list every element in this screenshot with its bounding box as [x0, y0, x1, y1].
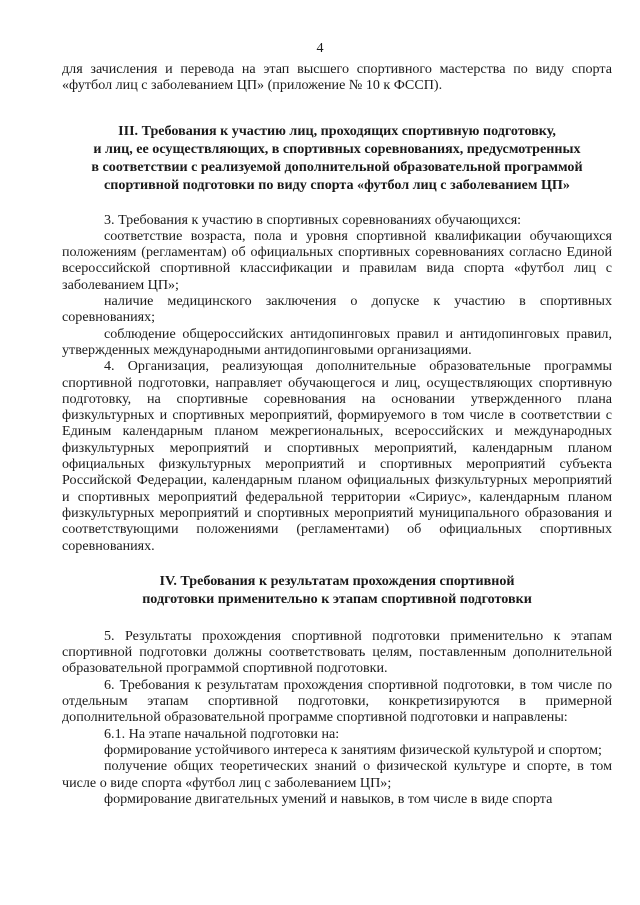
paragraph-3-item: соответствие возраста, пола и уровня спортивной квалификации обучающихся положениям (регламентам) об официальных спортивных соревнованиях согласно Единой всероссийской спортивной классификации и правилам вида спорта «футбол лиц с заболеванием ЦП»; [62, 227, 612, 293]
page-number: 4 [316, 40, 324, 56]
paragraph-6-1-item: формирование устойчивого интереса к занятиям физической культурой и спортом; [104, 741, 602, 758]
section-3-title-line: в соответствии с реализуемой дополнительной образовательной программой [91, 158, 583, 175]
paragraph-6-1-item: формирование двигательных умений и навыков, в том числе в виде спорта [104, 790, 553, 807]
paragraph-5: 5. Результаты прохождения спортивной подготовки применительно к этапам спортивной подготовки должны соответствовать целям, поставленным дополнительной образовательной программой спортивной подготовки. [62, 627, 612, 677]
section-3-title-line: и лиц, ее осуществляющих, в спортивных соревнованиях, предусмотренных [93, 140, 581, 157]
section-3-title [62, 122, 612, 194]
paragraph-4: 4. Организация, реализующая дополнительные образовательные программы спортивной подготовки, направляет обучающегося и лиц, осуществляющих спортивную подготовку, на спортивные соревнования на основании утвержденного плана физкультурных и спортивных мероприятий, формируемого в том числе в соответствии с Единым календарным планом межрегиональных, всероссийских и международных физкультурных мероприятий и спортивных мероприятий, календарным планом официальных физкультурных мероприятий и спортивных мероприятий субъекта Российской Федерации, календарным планом официальных физкультурных мероприятий и спортивных мероприятий федеральной территории «Сириус», календарным планом физкультурных мероприятий и спортивных мероприятий муниципального образования и соответствующими положениями (регламентами) об официальных спортивных соревнованиях. [62, 358, 612, 554]
section-4-title-line: подготовки применительно к этапам спортивной подготовки [142, 590, 532, 607]
paragraph-6: 6. Требования к результатам прохождения спортивной подготовки, в том числе по отдельным этапам спортивной подготовки, конкретизируются в примерной дополнительной образовательной программе спортивной подготовки и направлены: [62, 676, 612, 726]
paragraph-3: 3. Требования к участию в спортивных соревнованиях обучающихся: [104, 211, 522, 228]
paragraph-6-1: 6.1. На этапе начальной подготовки на: [104, 725, 340, 742]
section-3-title-line: III. Требования к участию лиц, проходящих спортивную подготовку, [118, 122, 556, 139]
document-body [62, 61, 612, 807]
intro-paragraph: для зачисления и перевода на этап высшего спортивного мастерства по виду спорта «футбол лиц с заболеванием ЦП» (приложение № 10 к ФССП). [62, 61, 612, 94]
paragraph-3-item: соблюдение общероссийских антидопинговых правил и антидопинговых правил, утвержденных международными антидопинговыми организациями. [62, 325, 612, 358]
paragraph-3-item: наличие медицинского заключения о допуске к участию в спортивных соревнованиях; [62, 293, 612, 326]
section-3-title-line: спортивной подготовки по виду спорта «футбол лиц с заболеванием ЦП» [104, 176, 570, 193]
section-4-title [62, 572, 612, 608]
paragraph-6-1-item: получение общих теоретических знаний о физической культуре и спорте, в том числе о виде спорта «футбол лиц с заболеванием ЦП»; [62, 758, 612, 791]
section-4-title-line: IV. Требования к результатам прохождения спортивной [159, 572, 515, 589]
